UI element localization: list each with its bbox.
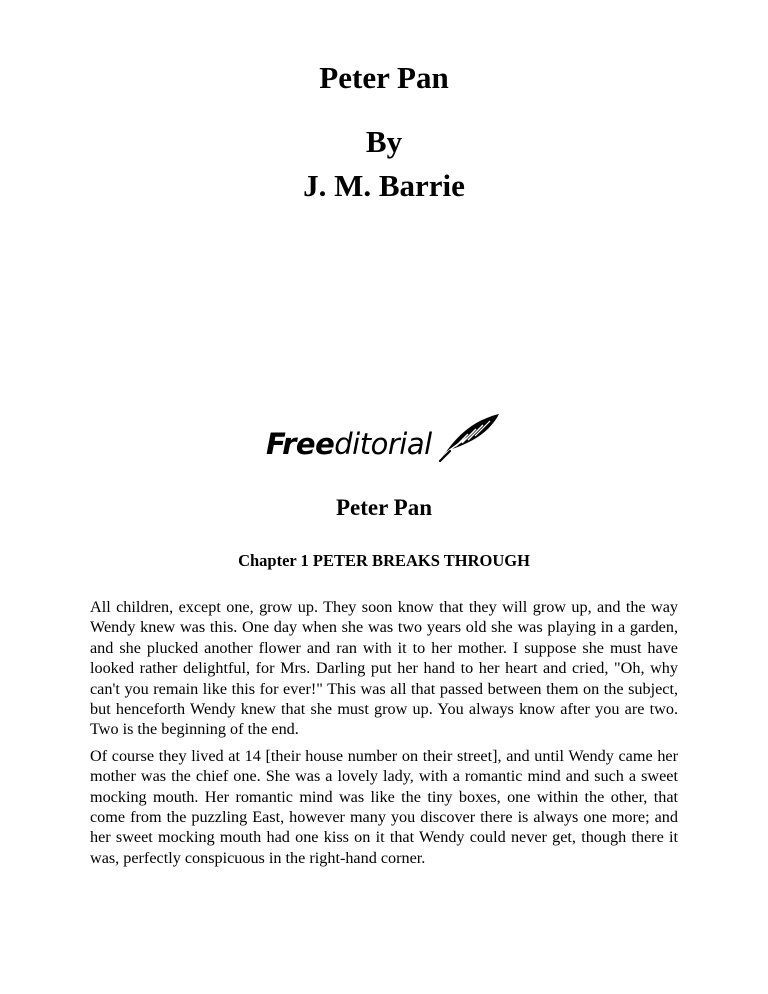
chapter-title: Chapter 1 PETER BREAKS THROUGH bbox=[238, 551, 530, 570]
chapter-body bbox=[90, 597, 678, 874]
book-title: Peter Pan bbox=[319, 60, 449, 95]
section-title: Peter Pan bbox=[335, 495, 432, 520]
publisher-logo-text bbox=[266, 426, 432, 462]
paragraph: Of course they lived at 14 [their house number on their street], and until Wendy came her mother was the chief one. She was a lovely lady, with a romantic mind and such a sweet mocking mouth. Her romantic mind was like the tiny boxes, one within the other, that come from the puzzling East, however many you discover there is always one more; and her sweet mocking mouth had one kiss on it that Wendy could never get, though there it was, perfectly conspicuous in the right-hand corner. bbox=[90, 746, 678, 867]
feather-quill-icon bbox=[438, 412, 500, 462]
logo-text-light: ditorial bbox=[334, 427, 432, 461]
logo-text-bold: Free bbox=[266, 427, 335, 461]
publisher-logo bbox=[266, 410, 506, 466]
paragraph: All children, except one, grow up. They soon know that they will grow up, and the way Wendy knew was this. One day when she was two years old she was playing in a garden, and she plucked another flower and ran with it to her mother. I suppose she must have looked rather delightful, for Mrs. Darling put her hand to her heart and cried, "Oh, why can't you remain like this for ever!" This was all that passed between them on the subject, but henceforth Wendy knew that she must grow up. You always know after you are two. Two is the beginning of the end. bbox=[90, 598, 678, 739]
author-name: J. M. Barrie bbox=[303, 168, 465, 203]
by-line: By bbox=[365, 124, 403, 159]
